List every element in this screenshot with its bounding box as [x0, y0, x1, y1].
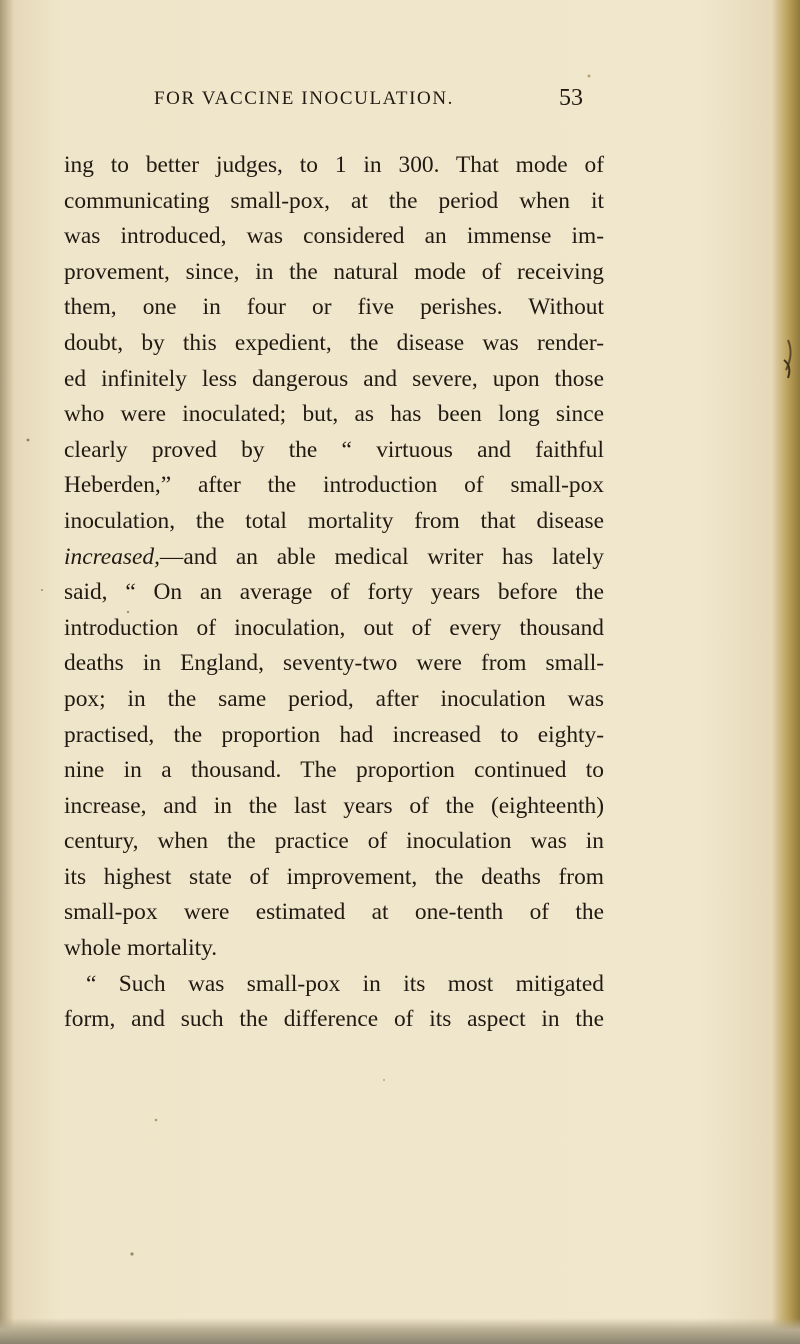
text-line: pox; in the same period, after inoculation was — [64, 685, 604, 712]
text-line: doubt, by this expedient, the disease was render- — [64, 329, 604, 356]
text-line: form, and such the difference of its aspect in the — [64, 1006, 604, 1033]
page-right-edge — [772, 0, 800, 1344]
line-rest: —and an able medical writer has lately — [159, 543, 604, 570]
text-line: inoculation, the total mortality from that disease — [64, 507, 604, 534]
text-line: ed infinitely less dangerous and severe, upon those — [64, 365, 604, 392]
text-line: who were inoculated; but, as has been long since — [64, 401, 604, 428]
page-left-edge — [0, 0, 14, 1344]
text-line-italic-start — [64, 540, 604, 576]
speck — [155, 1119, 158, 1122]
running-header — [0, 85, 800, 118]
text-line: was introduced, was considered an immense im- — [64, 223, 604, 250]
text-line: “ Such was small-pox in its most mitigated — [86, 970, 604, 997]
text-line: deaths in England, seventy-two were from small- — [64, 650, 604, 677]
text-line: its highest state of improvement, the deaths from — [64, 863, 604, 890]
speck — [588, 75, 591, 78]
page-number: 53 — [559, 85, 583, 111]
italic-word: increased, — [64, 543, 160, 570]
text-line: whole mortality. — [64, 935, 218, 962]
text-line: ing to better judges, to 1 in 300. That mode of — [64, 152, 604, 178]
speck — [41, 589, 43, 591]
text-line: increase, and in the last years of the (eighteenth) — [64, 792, 604, 819]
text-line: century, when the practice of inoculation was in — [64, 828, 604, 855]
text-line: introduction of inoculation, out of every thousand — [64, 614, 604, 641]
text-line: provement, since, in the natural mode of receiving — [64, 258, 604, 285]
text-line: Heberden,” after the introduction of small-pox — [64, 472, 604, 499]
page-bottom-edge — [0, 1318, 800, 1344]
text-line: nine in a thousand. The proportion continued to — [64, 757, 604, 784]
text-line: them, one in four or five perishes. Without — [64, 294, 604, 321]
text-line: communicating small-pox, at the period when it — [64, 187, 604, 214]
speck — [383, 1079, 385, 1081]
body-text — [64, 148, 604, 1038]
speck — [130, 1252, 133, 1255]
text-line: practised, the proportion had increased to eighty- — [64, 721, 604, 748]
running-title: FOR VACCINE INOCULATION. — [154, 88, 455, 109]
text-line: small-pox were estimated at one-tenth of the — [64, 899, 604, 926]
text-line: clearly proved by the “ virtuous and faithful — [64, 436, 604, 463]
speck — [27, 439, 30, 442]
text-line: said, “ On an average of forty years before the — [64, 579, 604, 606]
